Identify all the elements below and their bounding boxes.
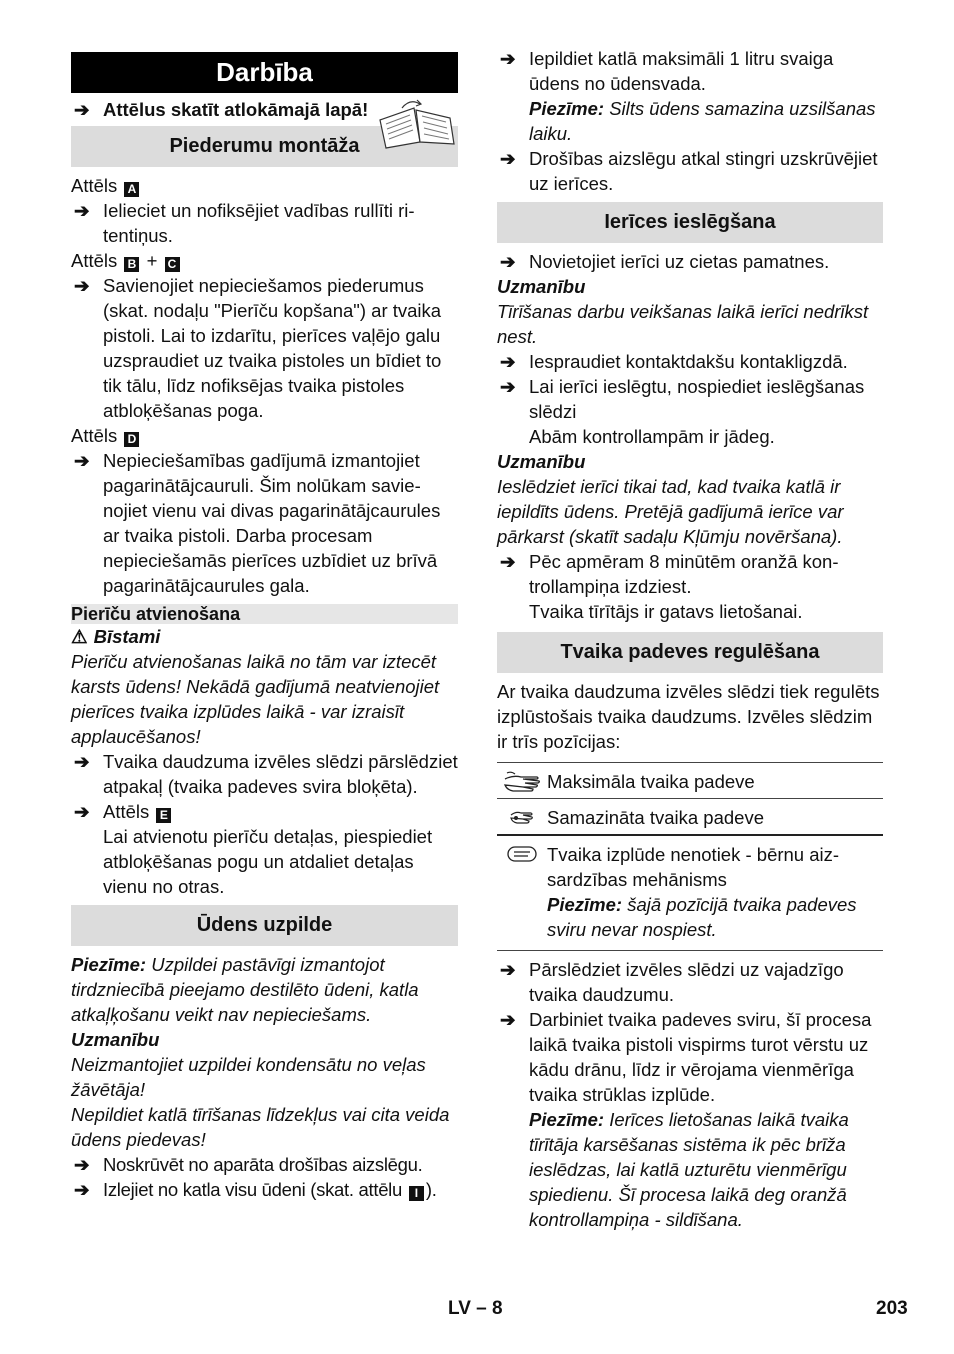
instruction: ➔ Iepildiet katlā maksimāli 1 litru svaiga ūdens no ūdensvada. [500, 48, 834, 94]
max-steam-icon [497, 769, 547, 794]
instruction-detail: Tvaika tīrītājs ir gatavs lietošanai. [529, 601, 803, 622]
instruction: ➔ Drošības aizslēgu atkal stingri uzskrūvējiet uz ierīces. [500, 148, 878, 194]
caution-text: Nepildiet katlā tīrīšanas līdzekļus vai cita veida ūdens piedevas! [71, 1104, 450, 1150]
arrow-icon: ➔ [74, 99, 90, 120]
section-title-water-filling: Ūdens uzpilde [71, 905, 458, 946]
caution-text: Tīrīšanas darbu veikšanas laikā ierīci nedrīkst nest. [497, 301, 869, 347]
instruction: ➔ Savienojiet nepieciešamos piederumus (skat. nodaļu "Pierīču kopšana") ar tvaika pistoli. Lai to izdarītu, pierīces vaļējo galu uzspraudiet uz tvaika pistoles un bīdiet to tik tālu, līdz nofiksējas tvaika pistoles atbloķēšanas poga. [74, 275, 442, 421]
arrow-icon: ➔ [500, 376, 516, 397]
arrow-icon: ➔ [74, 751, 90, 772]
arrow-icon: ➔ [500, 959, 516, 980]
figure-ref: Attēls A [71, 173, 458, 198]
caution-label: Uzmanību [71, 1029, 160, 1050]
table-cell: Maksimāla tvaika padeve [547, 771, 755, 792]
instruction: ➔ Izlejiet no katla visu ūdeni (skat. attēlu I ). [74, 1179, 437, 1200]
section-title-switching-on: Ierīces ieslēgšana [497, 202, 883, 243]
arrow-icon: ➔ [500, 351, 516, 372]
instruction: ➔ Ielieciet un nofiksējiet vadības rullīti ritentiņus. [74, 200, 415, 246]
arrow-icon: ➔ [500, 551, 516, 572]
note: Piezīme: Silts ūdens samazina uzsilšanas laiku. [529, 98, 876, 144]
figure-ref: Attēls D [71, 423, 458, 448]
right-column [497, 46, 883, 1232]
section-title-steam-regulation: Tvaika padeves regulēšana [497, 632, 883, 673]
caution-text: Neizmantojiet uzpildei kondensātu no veļas žāvētāja! [71, 1054, 426, 1100]
figure-b-badge: B [124, 257, 139, 272]
table-row [497, 834, 883, 951]
caution-text: Ieslēdziet ierīci tikai tad, kad tvaika katlā ir iepildīts ūdens. Pretējā gadījumā ierīce var pārkarst (skatīt sadaļu Kļūmju novēršana). [497, 476, 844, 547]
child-lock-icon [497, 842, 547, 942]
table-row [497, 798, 883, 834]
footer-language-page: LV – 8 [448, 1298, 503, 1319]
instruction-detail: Lai atvienotu pierīču detaļas, piespiediet atbloķēšanas pogu un atdaliet detaļas vienu no otras. [103, 826, 433, 897]
instruction: ➔ Attēls E [71, 799, 458, 824]
reduced-steam-icon [497, 805, 547, 830]
figure-d-badge: D [124, 432, 139, 447]
see-figures-note: ➔ Attēlus skatīt atlokāmajā lapā! [74, 99, 369, 120]
table-cell: Tvaika izplūde nenotiek - bērnu aizsardzības mehānisms Piezīme: šajā pozīcijā tvaika padeves sviru nevar nospiest. [547, 842, 883, 942]
caution-label: Uzmanību [497, 276, 586, 297]
steam-positions-table [497, 762, 883, 951]
warning-triangle-icon: ⚠ [71, 626, 88, 647]
open-book-icon [376, 98, 458, 150]
arrow-icon: ➔ [500, 48, 516, 69]
arrow-icon: ➔ [500, 148, 516, 169]
figure-c-badge: C [165, 257, 180, 272]
instruction: ➔ Noskrūvēt no aparāta drošības aizslēgu. [74, 1154, 423, 1175]
instruction: ➔ Pēc apmēram 8 minūtēm oranžā kontrollampiņa izdziest. [500, 551, 839, 597]
instruction: ➔ Pārslēdziet izvēles slēdzi uz vajadzīgo tvaika daudzumu. [500, 959, 844, 1005]
instruction: ➔ Novietojiet ierīci uz cietas pamatnes. [500, 251, 830, 272]
note: Piezīme: Ierīces lietošanas laikā tvaika tīrītāja karsēšanas sistēma ik pēc brīža ieslēdzas, lai katlā uzturētu vienmērīgu spiedienu. Šī procesa laikā deg oranžā kontrollampiņa - sildīšana. [529, 1109, 849, 1230]
arrow-icon: ➔ [500, 251, 516, 272]
note: Piezīme: Uzpildei pastāvīgi izmantojot tirdzniecībā pieejamo destilēto ūdeni, katla atkaļķošanu veikt nav nepieciešams. [71, 954, 419, 1025]
footer-page-number: 203 [876, 1298, 908, 1319]
danger-label: ⚠ Bīstami [71, 626, 161, 647]
instruction: ➔ Lai ierīci ieslēgtu, nospiediet ieslēgšanas slēdzi [500, 376, 865, 422]
arrow-icon: ➔ [74, 450, 90, 471]
instruction: ➔ Darbiniet tvaika padeves sviru, šī procesa laikā tvaika pistoli vispirms turot vērstu uz kādu drānu, līdz ir vērojama vienmērīga tvaika strūklas izplūde. [500, 1009, 872, 1105]
instruction: ➔ Iespraudiet kontaktdakšu kontakligzdā. [500, 351, 848, 372]
section-title-accessory-removal: Pierīču atvienošana [71, 604, 458, 624]
caution-label: Uzmanību [497, 451, 586, 472]
figure-i-badge: I [409, 1186, 424, 1201]
section-title-accessory-mounting: Piederumu montāža [71, 126, 458, 167]
table-cell: Samazināta tvaika padeve [547, 807, 764, 828]
arrow-icon: ➔ [74, 1179, 90, 1200]
instruction-detail: Abām kontrollampām ir jādeg. [529, 426, 775, 447]
left-column [71, 52, 458, 1202]
instruction: ➔ Tvaika daudzuma izvēles slēdzi pārslēdziet atpakaļ (tvaika padeves svira bloķēta). [74, 751, 458, 797]
arrow-icon: ➔ [500, 1009, 516, 1030]
note: Piezīme: šajā pozīcijā tvaika padeves sviru nevar nospiest. [547, 894, 857, 940]
arrow-icon: ➔ [74, 801, 90, 822]
arrow-icon: ➔ [74, 200, 90, 221]
instruction: ➔ Nepieciešamības gadījumā izmantojiet pagarinātājcauruli. Šim nolūkam savienojiet vienu vai divas pagarinātājcaurules ar tvaika pistoli. Darba procesam nepieciešamās pierīces uzbīdiet uz brīvā pagarinātājcaurules gala. [74, 450, 441, 596]
figure-e-badge: E [156, 808, 171, 823]
page-title: Darbība [71, 52, 458, 93]
arrow-icon: ➔ [74, 275, 90, 296]
danger-text: Pierīču atvienošanas laikā no tām var iztecēt karsts ūdens! Nekādā gadījumā neatvienojiet pierīces tvaika izplūdes laikā - var izraisīt applaucēšanos! [71, 651, 440, 747]
intro-text: Ar tvaika daudzuma izvēles slēdzi tiek regulēts izplūstošais tvaika daudzums. Izvēles slēdzim ir trīs pozīcijas: [497, 681, 880, 752]
arrow-icon: ➔ [74, 1154, 90, 1175]
table-row [497, 762, 883, 798]
figure-a-badge: A [124, 182, 139, 197]
figure-ref: Attēls B + C [71, 248, 458, 273]
